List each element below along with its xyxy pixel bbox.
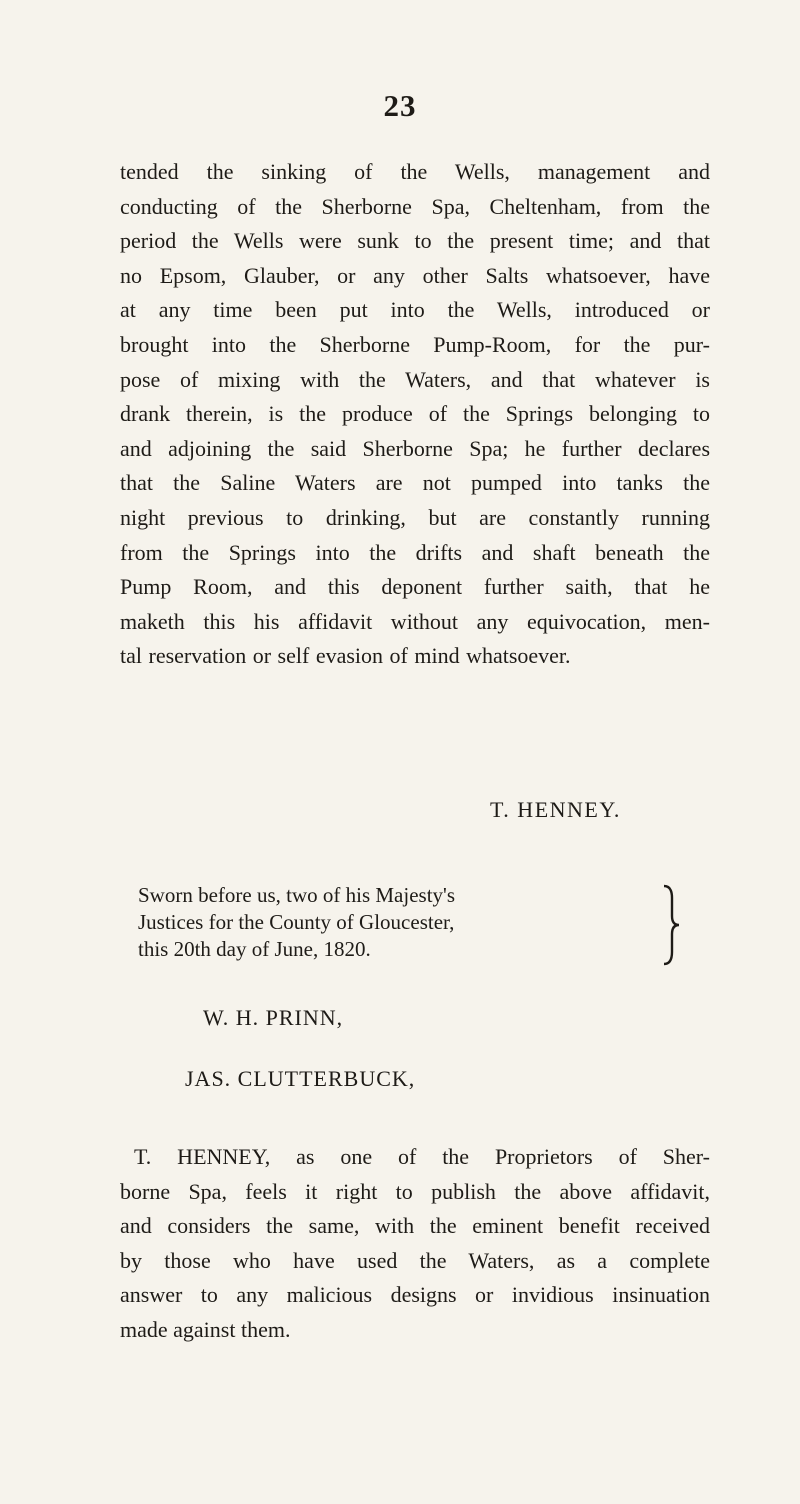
witness-name: JAS. CLUTTERBUCK,	[185, 1066, 416, 1091]
sworn-statement	[138, 882, 698, 963]
text-line: night previous to drinking, but are constantly running	[120, 504, 710, 530]
text-line: T. HENNEY, as one of the Proprietors of Sher-	[134, 1144, 710, 1169]
text-line: and considers the same, with the eminent benefit received	[120, 1213, 710, 1239]
text-line: drank therein, is the produce of the Springs belonging to	[120, 401, 710, 427]
text-line: by those who have used the Waters, as a complete	[120, 1247, 710, 1273]
text-line: pose of mixing with the Waters, and that whatever is	[120, 366, 710, 392]
curly-brace-icon	[660, 884, 682, 966]
signature: T. HENNEY.	[490, 797, 621, 822]
text-line: answer to any malicious designs or invidious insinuation	[120, 1282, 710, 1308]
closing-paragraph	[120, 1140, 710, 1348]
text-line: Pump Room, and this deponent further saith, that he	[120, 574, 710, 600]
text-line: brought into the Sherborne Pump-Room, for the pur-	[120, 331, 710, 357]
witness-name: W. H. PRINN,	[203, 1005, 344, 1030]
text-line: borne Spa, feels it right to publish the above affidavit,	[120, 1178, 710, 1204]
text-line: at any time been put into the Wells, introduced or	[120, 297, 710, 323]
page-number: 23	[383, 88, 417, 123]
text-line: maketh this his affidavit without any equivocation, men-	[120, 608, 710, 634]
text-line: and adjoining the said Sherborne Spa; he further declares	[120, 435, 710, 461]
text-line: made against them.	[120, 1316, 291, 1342]
text-line: Sworn before us, two of his Majesty's	[138, 883, 455, 907]
text-line: that the Saline Waters are not pumped into tanks the	[120, 470, 710, 496]
text-line: no Epsom, Glauber, or any other Salts whatsoever, have	[120, 262, 710, 288]
affidavit-paragraph	[120, 155, 710, 674]
text-line: tended the sinking of the Wells, management and	[120, 159, 710, 184]
text-line: this 20th day of June, 1820.	[138, 937, 371, 961]
text-line: from the Springs into the drifts and shaft beneath the	[120, 539, 710, 565]
text-line: Justices for the County of Gloucester,	[138, 910, 455, 934]
text-line: period the Wells were sunk to the present time; and that	[120, 228, 710, 254]
text-line: tal reservation or self evasion of mind whatsoever.	[120, 643, 571, 669]
text-line: conducting of the Sherborne Spa, Cheltenham, from the	[120, 193, 710, 219]
